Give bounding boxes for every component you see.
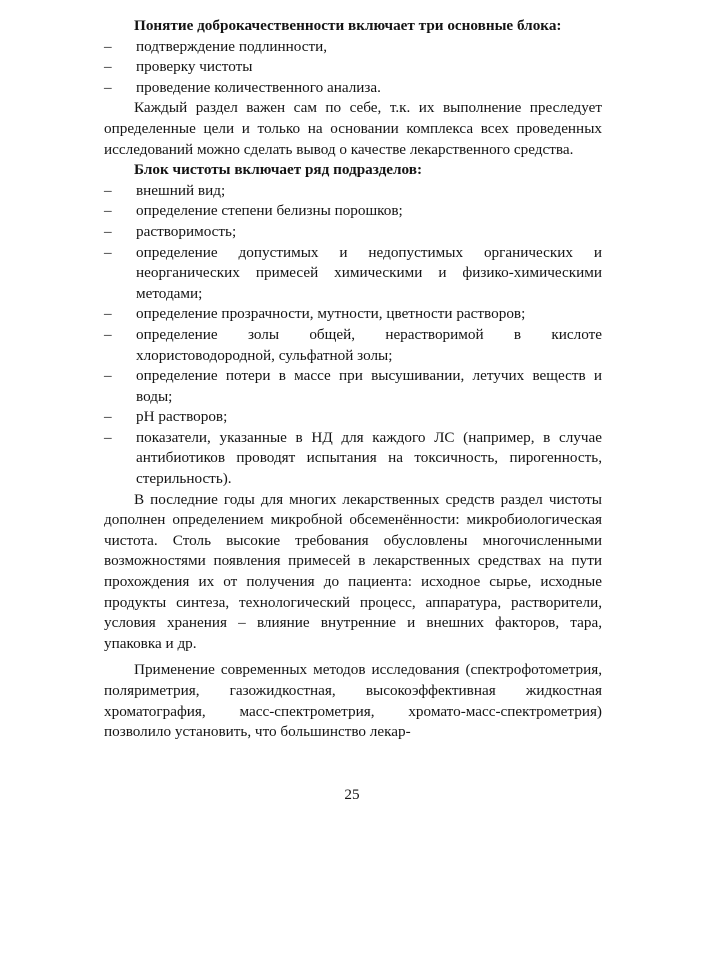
list-item: – определение допустимых и недопустимых органических и неорганических примесей химическими и физико-химическими методами; [104, 243, 602, 302]
list-item: – определение степени белизны порошков; [104, 201, 602, 222]
dash-marker: – [104, 78, 112, 96]
list-item: – определение потери в массе при высушивании, летучих веществ и воды; [104, 367, 602, 405]
list-item: – pH растворов; [104, 407, 602, 428]
list-item: – подтверждение подлинности, [104, 37, 602, 58]
list-item: – растворимость; [104, 222, 602, 243]
dash-marker: – [104, 305, 112, 323]
paragraph-1: Каждый раздел важен сам по себе, т.к. их выполнение преследует определенные цели и только на основании комплекса всех проведенных исследований можно сделать вывод о качестве лекарственного средства. [104, 99, 602, 158]
list-item: – проведение количественного анализа. [104, 78, 602, 99]
paragraph-3: Применение современных методов исследования (спектрофотометрия, поляриметрия, газожидкостная, высокоэффективная жидкостная хроматография, масс-спектрометрия, хромато-масс-спектрометрия) позволило установить, что большинство лекар- [104, 661, 602, 741]
paragraph-2: В последние годы для многих лекарственных средств раздел чистоты дополнен определением микробной обсеменённости: микробиологическая чистота. Столь высокие требования обусловлены многочисленными возможностями появления примесей в лекарственных средствах на пути прохождения их от получения до пациента: исходное сырье, исходные продукты синтеза, технологический процесс, аппаратура, растворители, условия хранения – влияние внутренние и внешних факторов, тара, упаковка и др. [104, 490, 602, 652]
block1-heading: Понятие доброкачественности включает три основные блока: [134, 17, 562, 34]
block1-list [104, 37, 602, 99]
block2-heading: Блок чистоты включает ряд подразделов: [134, 161, 423, 179]
dash-marker: – [104, 428, 112, 446]
list-item: – определение золы общей, нерастворимой в кислоте хлористоводородной, сульфатной золы; [104, 325, 602, 364]
page-number: 25 [344, 786, 360, 803]
dash-marker: – [104, 243, 112, 261]
block2-list [104, 181, 602, 490]
list-item: – показатели, указанные в НД для каждого ЛС (например, в случае антибиотиков проводят испытания на токсичность, пирогенность, стерильность). [104, 428, 602, 488]
dash-marker: – [104, 325, 112, 343]
dash-marker: – [104, 58, 112, 76]
dash-marker: – [104, 222, 112, 240]
dash-marker: – [104, 408, 112, 426]
dash-marker: – [104, 367, 112, 385]
list-item: – внешний вид; [104, 181, 602, 202]
list-item: – проверку чистоты [104, 57, 602, 78]
dash-marker: – [104, 202, 112, 220]
dash-marker: – [104, 181, 112, 199]
list-item: – определение прозрачности, мутности, цветности растворов; [104, 304, 602, 325]
dash-marker: – [104, 37, 112, 55]
page-body [104, 16, 602, 743]
